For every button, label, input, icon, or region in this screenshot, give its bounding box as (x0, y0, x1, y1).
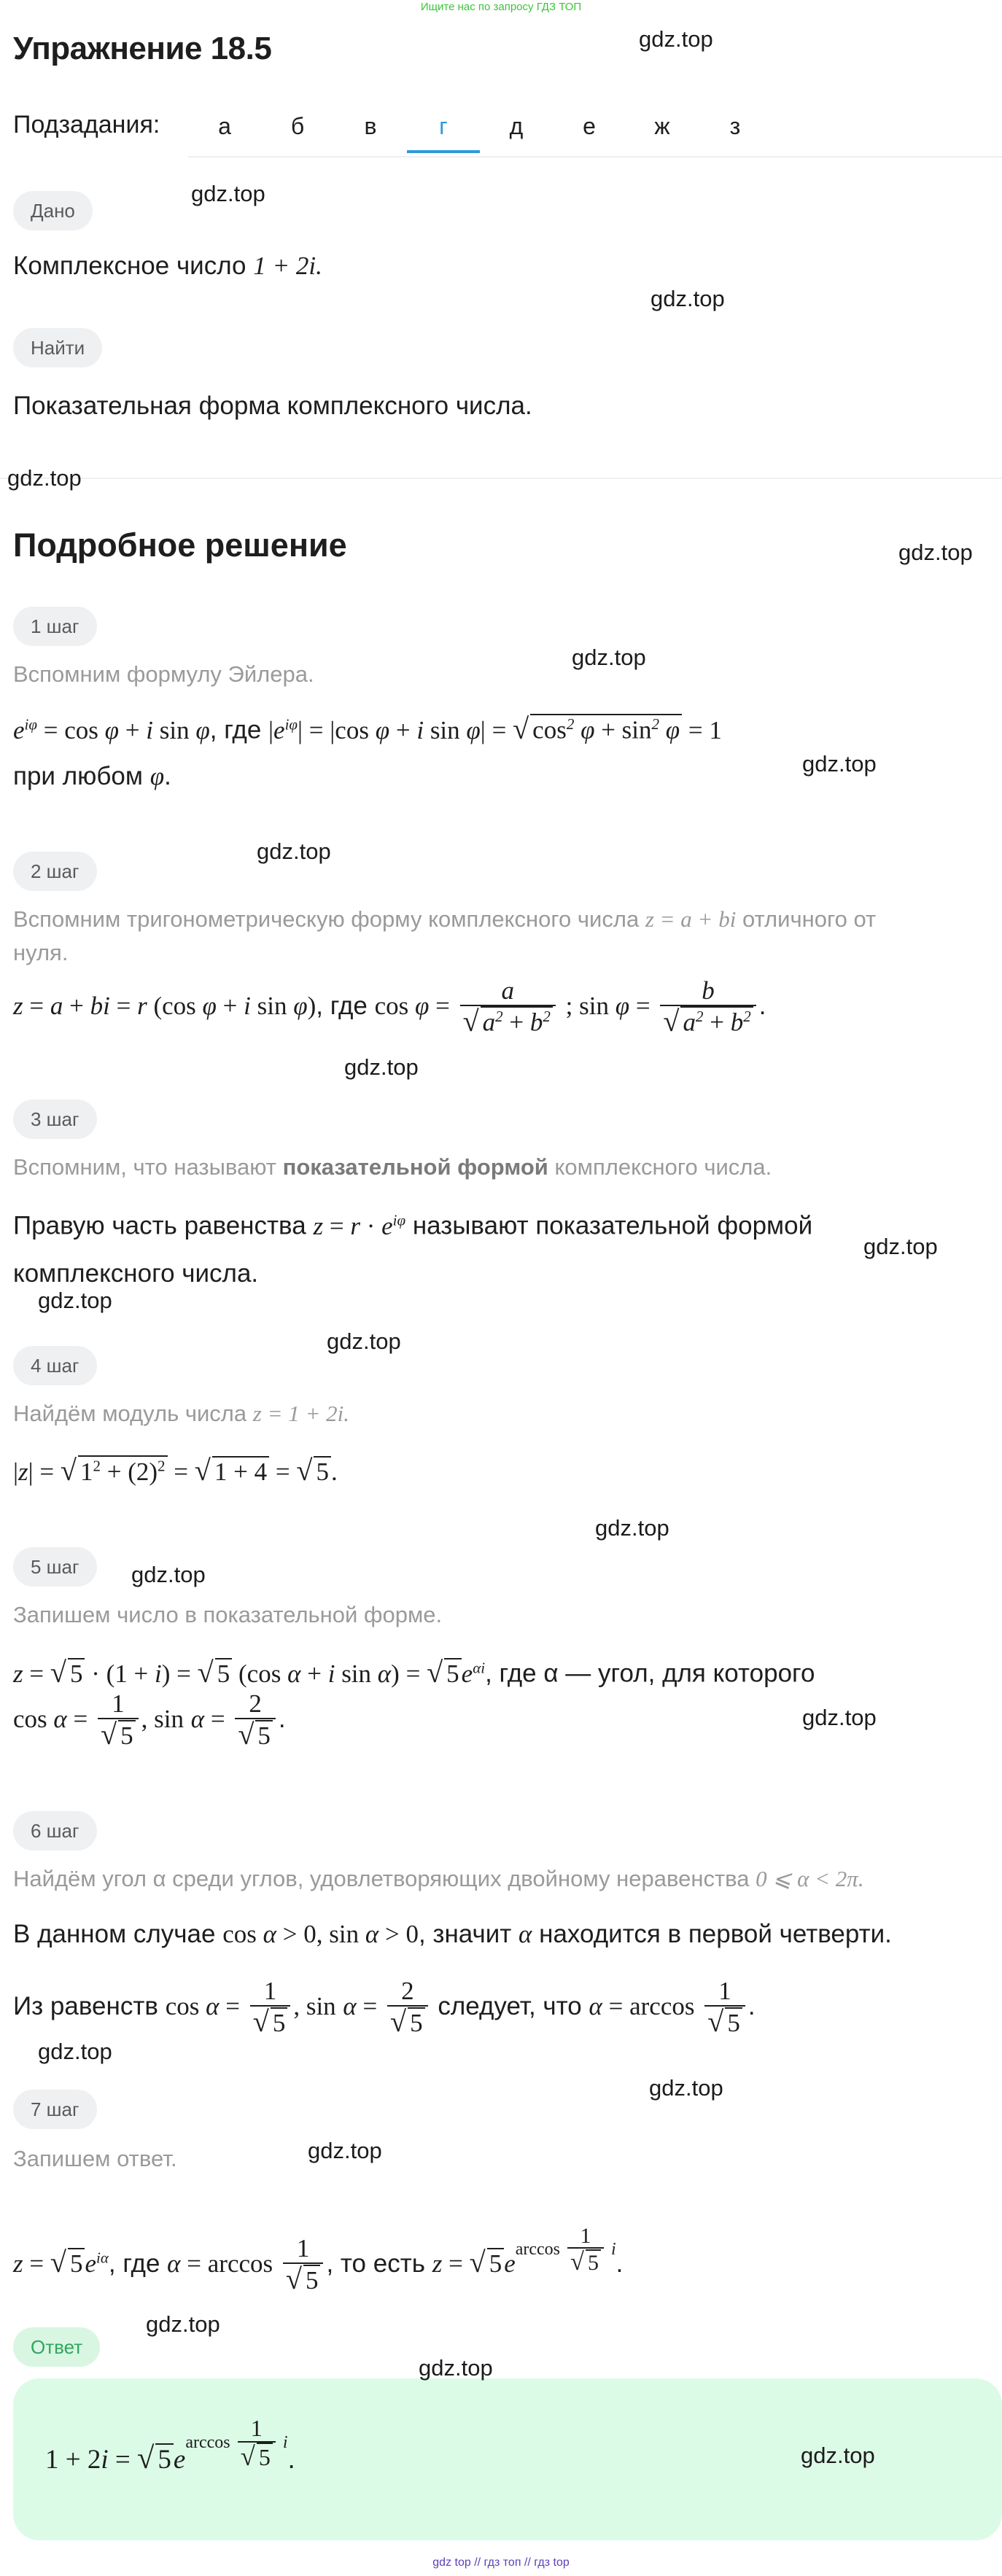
page-title: Упражнение 18.5 (13, 31, 272, 66)
watermark: gdz.top (863, 1234, 938, 1259)
step-7-gde: , где (108, 2249, 160, 2278)
step-5-line-1: z = √ 5 · (1 + i) = √ 5 (cos α + i sin α) = √ $5e^{\alpha i}$, где α — угол, для которого (13, 1655, 815, 1689)
tab-zh[interactable]: ж (654, 113, 670, 139)
tab-b[interactable]: б (290, 113, 305, 139)
watermark: gdz.top (802, 751, 877, 777)
watermark: gdz.top (898, 540, 973, 565)
watermark: gdz.top (257, 838, 331, 864)
step-6-chetvert: находится в первой четверти. (539, 1920, 892, 1948)
step-2-hint: Вспомним тригонометрическую форму комплексного числа z = a + bi отличного от (13, 906, 877, 932)
solution-title: Подробное решение (13, 526, 347, 564)
step-5-pill: 5 шаг (13, 1547, 97, 1587)
watermark: gdz.top (572, 645, 646, 670)
step-6-pill: 6 шаг (13, 1811, 97, 1851)
step-2-formula: z = a + bi = r (cos φ + i sin φ), где cos φ = $\frac{a}{√ a^2 + b^2}$ ; sin φ = $\frac{b}{√ a^2 + b^2}$ . (13, 976, 766, 1038)
given-pill: Дано (13, 191, 93, 230)
watermark: gdz.top (639, 26, 713, 52)
watermark: gdz.top (308, 2138, 382, 2163)
watermark: gdz.top (344, 1054, 419, 1080)
step-6-iz-ravenstv: Из равенств (13, 1992, 158, 2020)
step-3-nazyvayut: называют показательной формой (412, 1211, 813, 1240)
watermark: gdz.top (191, 181, 265, 206)
footer-links[interactable]: gdz top // гдз топ // гдз top (432, 2556, 570, 2569)
step-5-ugol: , где α — угол, для которого (485, 1659, 815, 1688)
step-3-pill: 3 шаг (13, 1100, 97, 1139)
step-1-line-1: $e^{i\varphi} = \cos \varphi + i$ sin φ, где $|e^{i\varphi}| = |\cos$ φ + i sin φ| = √ $\cos^2 \varphi + \sin^2 \varphi = 1$ (13, 712, 722, 745)
tab-z[interactable]: з (729, 113, 741, 139)
tab-v[interactable]: в (364, 113, 377, 139)
find-text: Показательная форма комплексного числа. (13, 392, 532, 420)
watermark: gdz.top (802, 1705, 877, 1730)
watermark: gdz.top (419, 2355, 493, 2381)
step-2-gde: , где (316, 992, 368, 1020)
step-6-hint-text: Найдём угол α среди углов, удовлетворяющих двойному неравенства (13, 1866, 750, 1891)
step-4-pill: 4 шаг (13, 1346, 97, 1385)
step-3-hint-post: комплексного числа. (554, 1154, 772, 1180)
tab-d[interactable]: д (509, 113, 524, 139)
step-4-hint: Найдём модуль числа z = 1 + 2i. (13, 1401, 350, 1426)
watermark: gdz.top (801, 2443, 875, 2468)
step-3-line-1: Правую часть равенства $z = r \cdot e^{i\varphi}$ называют показательной формой (13, 1211, 813, 1240)
find-pill: Найти (13, 328, 102, 367)
tab-a[interactable]: а (218, 113, 231, 139)
step-7-hint: Запишем ответ. (13, 2146, 177, 2171)
step-2-pill: 2 шаг (13, 852, 97, 891)
watermark: gdz.top (131, 1562, 206, 1587)
watermark: gdz.top (327, 1328, 401, 1354)
step-7-to-est: , то есть (326, 2249, 425, 2278)
given-text (13, 248, 322, 284)
step-2-hint-2: нуля. (13, 940, 69, 965)
answer-pill: Ответ (13, 2327, 100, 2367)
tab-e[interactable]: е (583, 113, 596, 139)
section-divider (0, 478, 1002, 479)
dot: . (164, 762, 171, 790)
subtasks-label: Подзадания: (13, 111, 160, 139)
step-7-formula: z = √ $5e^{i\alpha}$, где α = arccos $\frac{1}{√ 5}$ , то есть z = √ 5earccos $\frac{1}{√ 5}$ i. (13, 2223, 624, 2295)
step-6-v-dannom: В данном случае (13, 1920, 216, 1948)
watermark: gdz.top (7, 465, 82, 491)
step-3-line-2: комплексного числа. (13, 1259, 259, 1288)
step-6-sleduet: следует, что (438, 1992, 582, 2020)
watermark: gdz.top (38, 1288, 112, 1313)
step-7-pill: 7 шаг (13, 2090, 97, 2129)
step-5-line-2: cos α = $\frac{1}{√ 5}$ , sin α = $\frac{2}{√ 5}$ . (13, 1689, 286, 1751)
step-6-hint: Найдём угол α среди углов, удовлетворяющих двойному неравенства 0 ⩽ α < 2π. (13, 1866, 864, 1891)
step-3-hint (13, 1149, 772, 1186)
watermark: gdz.top (38, 2039, 112, 2064)
watermark: gdz.top (146, 2311, 220, 2337)
step-4-formula: |z| = √ $1^2 + (2)^2$ = √ 1 + 4 = √ 5. (13, 1454, 338, 1487)
given-formula: 1 + 2i. (253, 252, 322, 280)
step-3-hint-pre: Вспомним, что называют (13, 1154, 276, 1180)
top-banner: Ищите нас по запросу ГДЗ ТОП (420, 1, 582, 13)
given-label: Комплексное число (13, 252, 246, 280)
step-2-hint-tail: отличного от (742, 906, 877, 932)
step-2-hint-text: Вспомним тригонометрическую форму комплексного числа (13, 906, 640, 932)
tab-g[interactable]: г (407, 102, 480, 153)
step-3-pravuyu: Правую часть равенства (13, 1211, 306, 1240)
watermark: gdz.top (650, 286, 725, 311)
answer-formula: 1 + 2i = √ 5earccos $\frac{1}{√ 5}$ i. (45, 2415, 295, 2475)
tabs-divider (188, 156, 1002, 157)
step-1-gde: , где (209, 715, 262, 744)
subtask-tabs (188, 102, 772, 157)
step-3-hint-bold: показательной формой (282, 1154, 548, 1180)
step-1-line-2: при любом φ. (13, 762, 171, 790)
step-4-hint-text: Найдём модуль числа (13, 1401, 247, 1426)
step-1-pill: 1 шаг (13, 607, 97, 646)
step-1-hint: Вспомним формулу Эйлера. (13, 661, 314, 687)
watermark: gdz.top (649, 2075, 723, 2101)
step-5-hint: Запишем число в показательной форме. (13, 1602, 443, 1627)
step-6-line-1: В данном случае cos α > 0, sin α > 0, значит α находится в первой четверти. (13, 1920, 892, 1948)
step-6-znachit: , значит (418, 1920, 512, 1948)
watermark: gdz.top (595, 1515, 669, 1541)
step-6-line-2: Из равенств cos α = $\frac{1}{√ 5}$ , sin α = $\frac{2}{√ 5}$ следует, что α = arccos $\frac{1}{√ 5}$ . (13, 1976, 756, 2038)
step-1-pri: при любом (13, 762, 143, 790)
